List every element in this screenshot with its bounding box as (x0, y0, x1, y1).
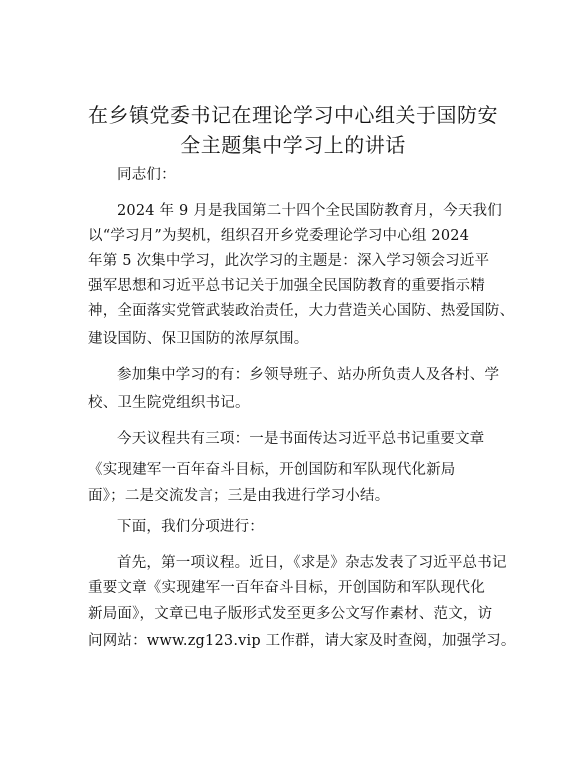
title-line-1: 在乡镇党委书记在理论学习中心组关于国防安 (88, 103, 498, 127)
paragraph-3-line-1: 今天议程共有三项：一是书面传达习近平总书记重要文章 (117, 431, 485, 447)
paragraph-5-line-2: 重要文章《实现建军一百年奋斗目标，开创国防和军队现代化 (88, 580, 485, 596)
paragraph-2-line-1: 参加集中学习的有：乡领导班子、站办所负责人及各村、学 (117, 367, 500, 383)
paragraph-5-line-4: 问网站：www.zg123.vip 工作群，请大家及时查阅，加强学习。 (88, 633, 516, 649)
paragraph-1-line-1: 2024 年 9 月是我国第二十四个全民国防教育月，今天我们 (117, 203, 502, 219)
paragraph-1-line-2: 以“学习月”为契机，组织召开乡党委理论学习中心组 2024 (88, 228, 470, 244)
document-title (80, 100, 506, 160)
paragraph-1-line-4: 强军思想和习近平总书记关于加强全民国防教育的重要指示精 (88, 278, 485, 294)
paragraph-1-line-6: 建设国防、保卫国防的浓厚氛围。 (88, 331, 309, 347)
paragraph-5-line-1: 首先，第一项议程。近日，《求是》杂志发表了习近平总书记 (117, 555, 507, 571)
title-line-2: 全主题集中学习上的讲话 (180, 133, 406, 157)
paragraph-3-line-2: 《实现建军一百年奋斗目标，开创国防和军队现代化新局 (88, 462, 456, 478)
paragraph-4-line-1: 下面，我们分项进行： (117, 519, 264, 535)
paragraph-1-line-5: 神，全面落实党管武装政治责任，大力营造关心国防、热爱国防、 (88, 303, 515, 319)
salutation: 同志们： (117, 167, 176, 183)
paragraph-1-line-3: 年第 5 次集中学习，此次学习的主题是：深入学习领会习近平 (88, 253, 490, 269)
paragraph-3-line-3: 面》；二是交流发言；三是由我进行学习小结。 (88, 488, 390, 504)
paragraph-2-line-2: 校、卫生院党组织书记。 (88, 395, 250, 411)
paragraph-5-line-3: 新局面》，文章已电子版形式发至更多公文写作素材、范文，访 (88, 606, 493, 622)
